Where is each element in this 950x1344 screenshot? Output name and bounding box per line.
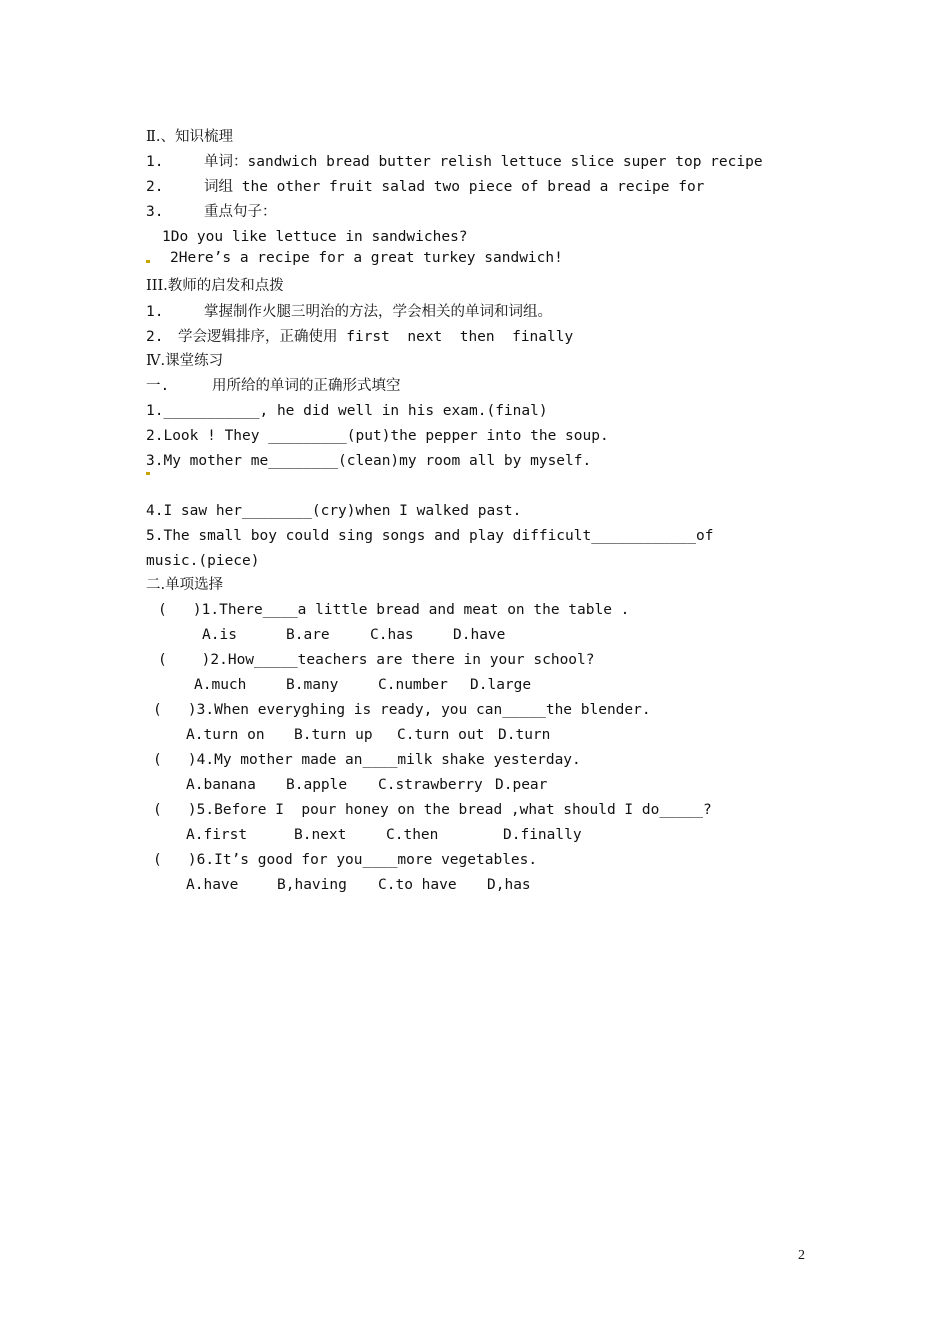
choice-question-6: ( )6.It’s good for you____more vegetables. (153, 852, 538, 868)
q3-option-b: B.turn up (294, 727, 373, 743)
q4-option-d: D.pear (495, 777, 548, 793)
q5-option-b: B.next (294, 827, 347, 843)
q2-option-a: A.much (194, 677, 247, 693)
q1-option-a: A.is (202, 627, 237, 643)
q2-option-d: D.large (470, 677, 532, 693)
section-2-item-2-text: 词组 the other fruit salad two piece of bread a recipe for (204, 179, 705, 195)
section-2-item-2-num: 2. (146, 179, 164, 195)
section-3-item-2-num: 2. (146, 329, 164, 345)
choice-question-5: ( )5.Before I pour honey on the bread ,what should I do_____? (153, 802, 712, 818)
q6-option-d: D,has (487, 877, 531, 893)
fill-question-3: 3.My mother me________(clean)my room all by myself. (146, 453, 592, 469)
part-1-heading-text: 用所给的单词的正确形式填空 (212, 378, 401, 394)
fill-question-4: 4.I saw her________(cry)when I walked past. (146, 503, 522, 519)
q5-option-c: C.then (386, 827, 439, 843)
section-2-item-1-text: 单词：sandwich bread butter relish lettuce slice super top recipe (204, 154, 763, 170)
q4-option-a: A.banana (186, 777, 256, 793)
q5-option-a: A.first (186, 827, 248, 843)
section-3-heading: III.教师的启发和点拨 (146, 278, 284, 294)
q1-option-d: D.have (453, 627, 506, 643)
section-3-item-2-text: 学会逻辑排序，正确使用 first next then finally (178, 329, 574, 345)
part-1-heading-num: 一. (146, 378, 170, 394)
section-2-item-1-num: 1. (146, 154, 164, 170)
section-3-item-1-text: 掌握制作火腿三明治的方法，学会相关的单词和词组。 (204, 304, 552, 320)
q2-option-b: B.many (286, 677, 339, 693)
section-2-item-3-text: 重点句子： (204, 204, 277, 220)
q4-option-c: C.strawberry (378, 777, 483, 793)
choice-question-1: ( )1.There____a little bread and meat on the table . (158, 602, 630, 618)
q6-option-c: C.to have (378, 877, 457, 893)
q3-option-c: C.turn out (397, 727, 485, 743)
section-3-item-1-num: 1. (146, 304, 164, 320)
part-2-heading: 二.单项选择 (146, 577, 224, 593)
fill-question-1: 1.___________, he did well in his exam.(final) (146, 403, 548, 419)
choice-question-2: ( )2.How_____teachers are there in your school? (158, 652, 595, 668)
q6-option-b: B,having (277, 877, 347, 893)
section-2-item-3-num: 3. (146, 204, 164, 220)
fill-question-5-continued: music.(piece) (146, 553, 260, 569)
choice-question-4: ( )4.My mother made an____milk shake yesterday. (153, 752, 581, 768)
section-4-heading: Ⅳ.课堂练习 (146, 353, 224, 369)
q4-option-b: B.apple (286, 777, 348, 793)
choice-question-3: ( )3.When everyghing is ready, you can_____the blender. (153, 702, 651, 718)
page-number: 2 (798, 1248, 805, 1263)
q1-option-c: C.has (370, 627, 414, 643)
fill-question-5: 5.The small boy could sing songs and play difficult____________of (146, 528, 714, 544)
key-sentence-2: 2Here’s a recipe for a great turkey sandwich! (170, 250, 563, 266)
q1-option-b: B.are (286, 627, 330, 643)
q3-option-d: D.turn (498, 727, 551, 743)
q5-option-d: D.finally (503, 827, 582, 843)
fill-question-2: 2.Look ! They _________(put)the pepper into the soup. (146, 428, 609, 444)
q2-option-c: C.number (378, 677, 448, 693)
q6-option-a: A.have (186, 877, 239, 893)
edit-mark (146, 260, 150, 263)
key-sentence-1: 1Do you like lettuce in sandwiches? (162, 229, 468, 245)
section-2-heading: Ⅱ.、知识梳理 (146, 129, 233, 145)
edit-mark (146, 472, 150, 475)
q3-option-a: A.turn on (186, 727, 265, 743)
